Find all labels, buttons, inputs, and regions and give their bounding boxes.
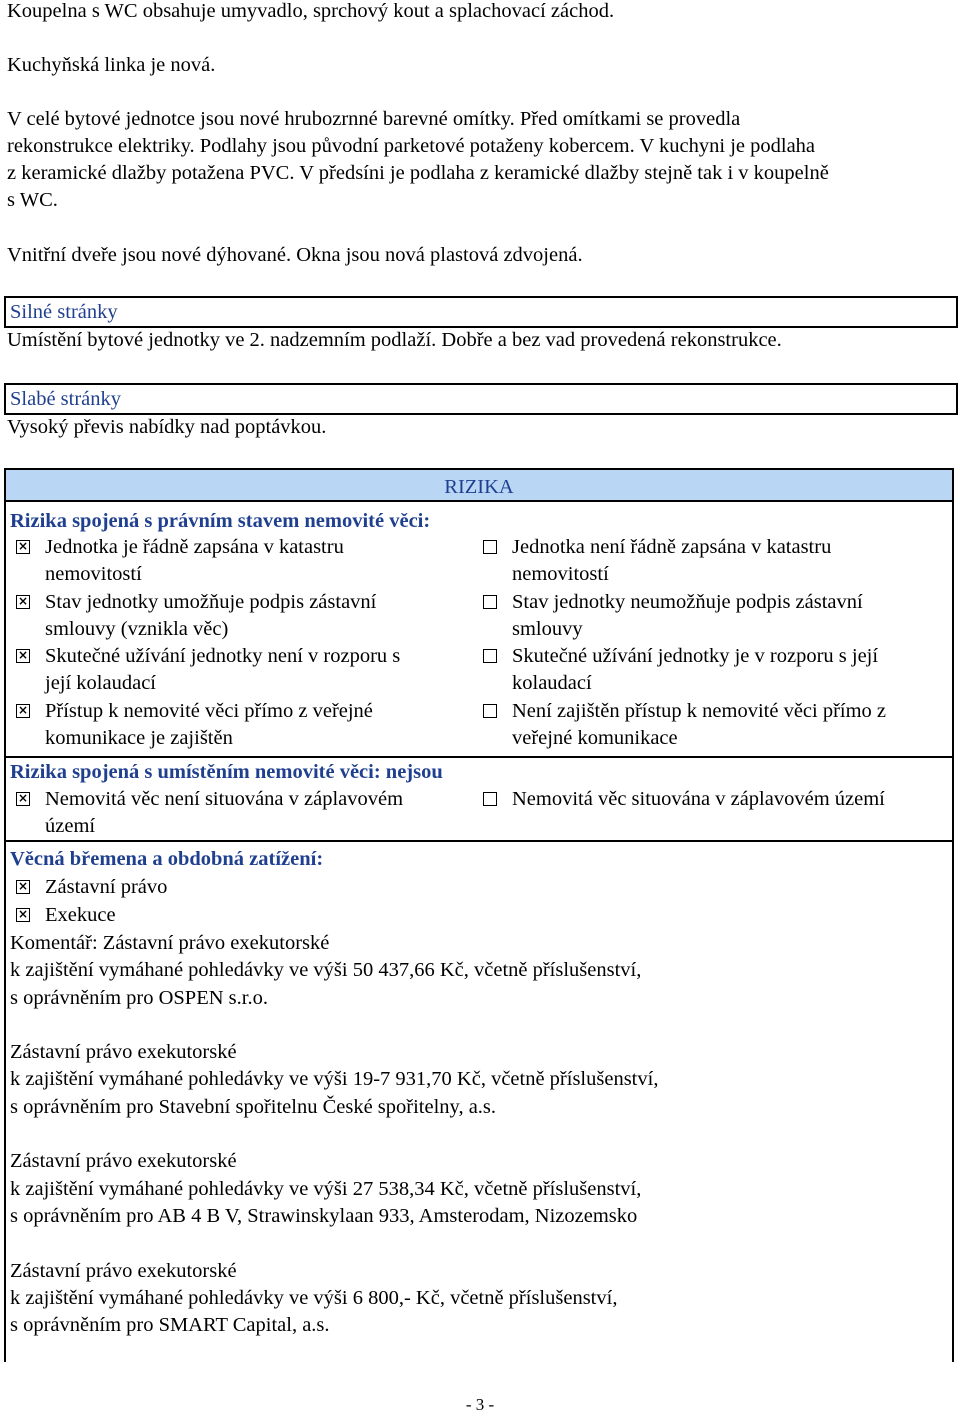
comment-line: Komentář: Zástavní právo exekutorské <box>10 932 330 954</box>
weaknesses-text: Vysoký převis nabídky nad poptávkou. <box>7 416 327 438</box>
checkbox-label-line: Jednotka není řádně zapsána v katastru <box>512 536 832 558</box>
checkbox-label <box>512 698 932 752</box>
checkbox-label <box>45 902 465 929</box>
checked-box-icon: × <box>17 907 29 921</box>
checkbox-label <box>45 786 465 840</box>
paragraph-kitchen: Kuchyňská linka je nová. <box>7 54 216 76</box>
checked-box-icon: × <box>17 702 29 717</box>
checkbox-label-line: nemovitostí <box>45 563 142 585</box>
checkbox-label <box>45 643 465 697</box>
divider <box>6 756 952 758</box>
checkbox-label <box>45 874 465 901</box>
checkbox-label-line: Exekuce <box>45 904 116 926</box>
empty-box-icon <box>483 704 497 718</box>
burdens-heading: Věcná břemena a obdobná zatížení: <box>10 848 324 870</box>
strengths-heading: Silné stránky <box>4 296 958 328</box>
empty-box-icon <box>483 649 497 663</box>
checkbox-label-line: Skutečné užívání jednotky není v rozporu s <box>45 645 401 667</box>
page-number: - 3 - <box>465 1395 495 1414</box>
checkbox-label <box>45 534 465 588</box>
paragraph-bathroom: Koupelna s WC obsahuje umyvadlo, sprchový kout a splachovací záchod. <box>7 0 615 22</box>
checkbox-label-line: Nemovitá věc situována v záplavovém území <box>512 788 885 810</box>
risks-title: RIZIKA <box>444 476 514 498</box>
checkbox-label <box>512 643 932 697</box>
checkbox-label-line: Skutečné užívání jednotky je v rozporu s její <box>512 645 879 667</box>
checkbox-label-line: Stav jednotky neumožňuje podpis zástavní <box>512 590 863 613</box>
strengths-text: Umístění bytové jednotky ve 2. nadzemním podlaží. Dobře a bez vad provedená rekonstrukce. <box>7 329 782 351</box>
burdens-comment <box>10 930 950 1339</box>
location-risks-heading: Rizika spojená s umístěním nemovité věci: nejsou <box>10 761 443 783</box>
checkbox-label-line: smlouvy (vznikla věc) <box>45 617 229 640</box>
checkbox-label-line: kolaudací <box>512 672 592 694</box>
checkbox-label-line: její kolaudací <box>45 672 156 694</box>
checkbox-label <box>45 589 465 643</box>
checked-box-icon: × <box>17 593 29 608</box>
checked-box-icon: × <box>17 791 29 805</box>
comment-line <box>10 1121 950 1148</box>
checkbox-label-line: Není zajištěn přístup k nemovité věci přímo z <box>512 699 887 722</box>
comment-line: s oprávněním pro Stavební spořitelnu České spořitelny, a.s. <box>10 1095 497 1118</box>
checkbox-label <box>512 786 932 813</box>
divider <box>6 840 952 842</box>
risks-title-bar <box>6 470 952 502</box>
checkbox-label-line: veřejné komunikace <box>512 726 678 749</box>
checkbox-label-line: Stav jednotky umožňuje podpis zástavní <box>45 590 377 613</box>
comment-line: Zástavní právo exekutorské <box>10 1041 237 1064</box>
empty-box-icon <box>483 595 497 609</box>
paragraph-plaster <box>7 106 952 214</box>
empty-box-icon <box>483 792 497 806</box>
checked-box-icon: × <box>17 879 29 893</box>
paragraph-line: z keramické dlažby potažena PVC. V předsíni je podlaha z keramické dlažby stejně tak i v koupelně <box>7 162 829 184</box>
checkbox-label-line: komunikace je zajištěn <box>45 726 233 749</box>
comment-line: Zástavní právo exekutorské <box>10 1150 237 1173</box>
checked-box-icon: × <box>17 648 29 662</box>
checked-box-icon: × <box>17 539 29 553</box>
risks-table <box>4 468 954 1362</box>
legal-risks-heading: Rizika spojená s právním stavem nemovité věci: <box>10 510 431 532</box>
checkbox-label-line: Nemovitá věc není situována v záplavovém <box>45 788 404 810</box>
checkbox-label-line: nemovitostí <box>512 563 609 585</box>
checkbox-label-line: smlouvy <box>512 617 583 640</box>
checkbox-label-line: Jednotka je řádně zapsána v katastru <box>45 536 344 558</box>
checkbox-label-line: Zástavní právo <box>45 876 168 898</box>
comment-line: k zajištění vymáhané pohledávky ve výši 27 538,34 Kč, včetně příslušenství, <box>10 1177 642 1200</box>
comment-line: s oprávněním pro SMART Capital, a.s. <box>10 1314 330 1337</box>
paragraph-line: rekonstrukce elektriky. Podlahy jsou původní parketové potaženy kobercem. V kuchyni je podlaha <box>7 135 816 157</box>
comment-line <box>10 1012 950 1039</box>
comment-line: k zajištění vymáhané pohledávky ve výši 6 800,- Kč, včetně příslušenství, <box>10 1286 618 1309</box>
comment-line: k zajištění vymáhané pohledávky ve výši 19-7 931,70 Kč, včetně příslušenství, <box>10 1068 659 1091</box>
weaknesses-heading: Slabé stránky <box>4 383 958 415</box>
comment-line <box>10 1230 950 1257</box>
empty-box-icon <box>483 540 497 554</box>
comment-line: s oprávněním pro AB 4 B V, Strawinskylaan 933, Amsterodam, Nizozemsko <box>10 1204 638 1227</box>
checkbox-label-line: Přístup k nemovité věci přímo z veřejné <box>45 699 373 722</box>
comment-line: Zástavní právo exekutorské <box>10 1259 237 1282</box>
checkbox-label <box>512 589 932 643</box>
checkbox-label <box>512 534 932 588</box>
comment-line: s oprávněním pro OSPEN s.r.o. <box>10 986 268 1009</box>
comment-line: k zajištění vymáhané pohledávky ve výši 50 437,66 Kč, včetně příslušenství, <box>10 959 642 982</box>
paragraph-doors: Vnitřní dveře jsou nové dýhované. Okna jsou nová plastová zdvojená. <box>7 244 583 266</box>
paragraph-line: s WC. <box>7 189 58 211</box>
paragraph-line: V celé bytové jednotce jsou nové hrubozrnné barevné omítky. Před omítkami se provedla <box>7 108 741 130</box>
checkbox-label-line: území <box>45 815 96 837</box>
checkbox-label <box>45 698 465 752</box>
